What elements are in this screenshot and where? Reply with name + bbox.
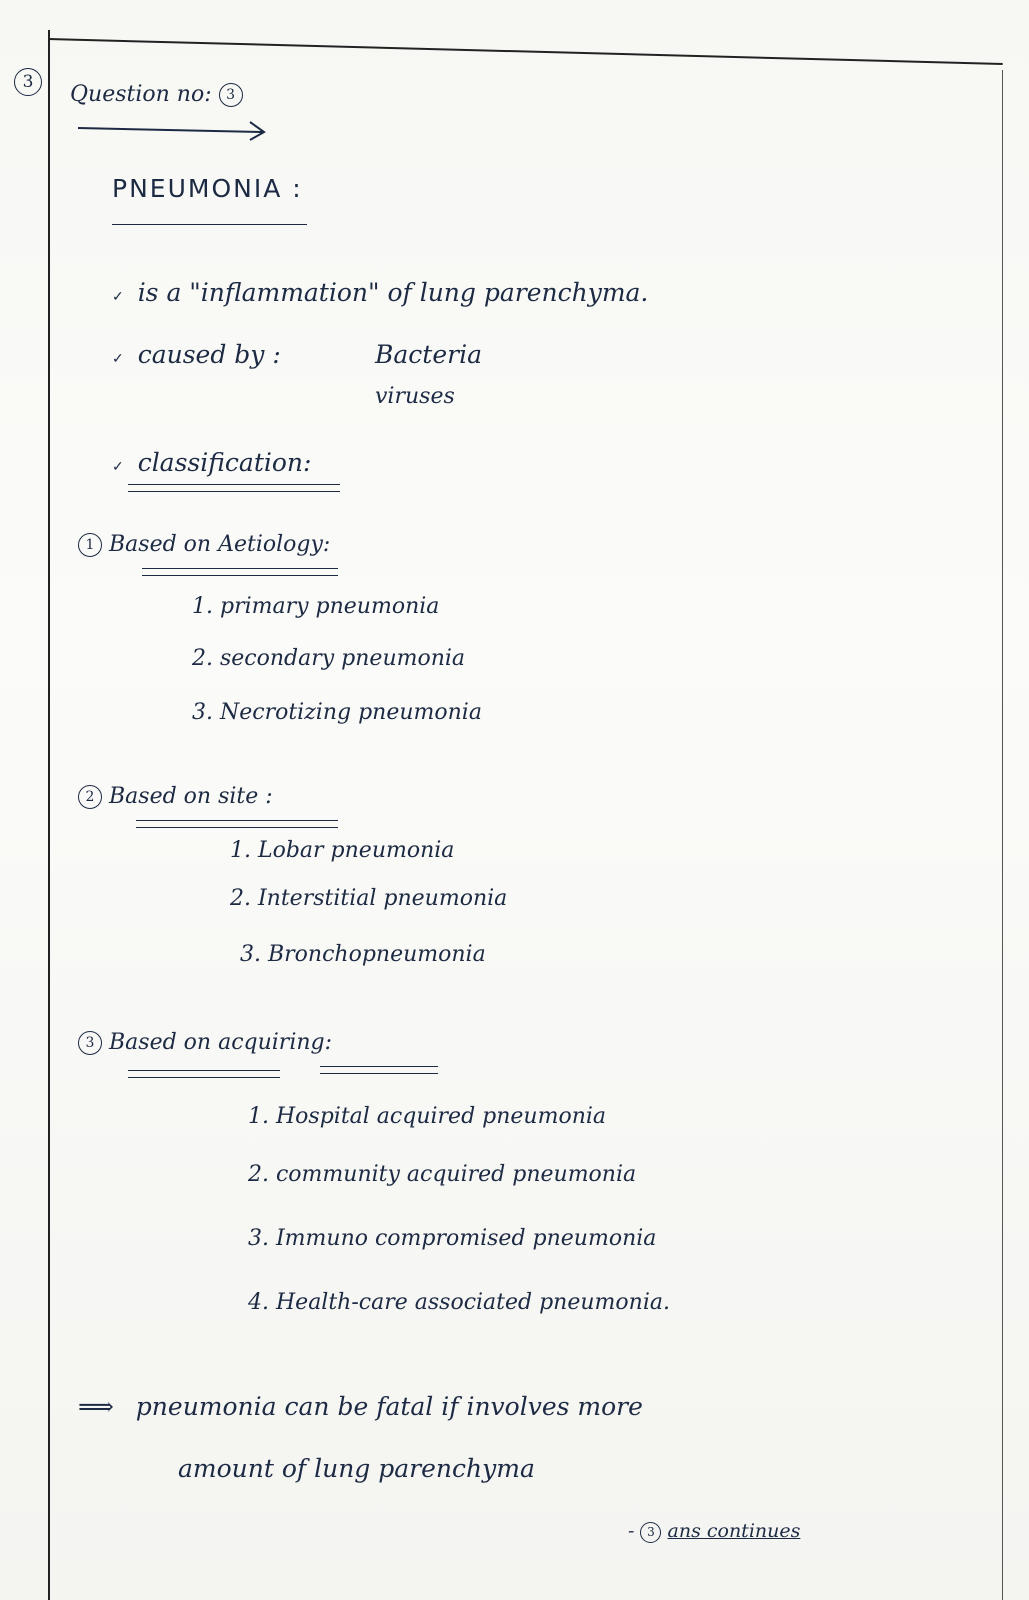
question-number: 3 bbox=[219, 83, 243, 107]
section-underline bbox=[320, 1073, 438, 1074]
section-heading: 3 Based on acquiring: bbox=[78, 1030, 332, 1055]
list-item: 2. Interstitial pneumonia bbox=[230, 886, 508, 911]
check-icon: ✓ bbox=[112, 351, 124, 367]
page-top-border bbox=[48, 38, 1003, 65]
check-icon: ✓ bbox=[112, 289, 124, 305]
list-item: 2. community acquired pneumonia bbox=[248, 1162, 637, 1187]
question-underline-arrow bbox=[76, 116, 276, 152]
classification-underline bbox=[128, 491, 340, 492]
check-icon: ✓ bbox=[112, 459, 124, 475]
section-underline bbox=[142, 575, 338, 576]
title-underline bbox=[112, 224, 307, 225]
page-left-margin-line bbox=[48, 30, 50, 1600]
caused-by-line: ✓ caused by : bbox=[112, 340, 281, 369]
section-underline bbox=[128, 1077, 280, 1078]
cause-item: viruses bbox=[375, 384, 455, 409]
section-underline bbox=[320, 1066, 438, 1067]
list-item: 3. Necrotizing pneumonia bbox=[192, 700, 482, 725]
section-underline bbox=[142, 568, 338, 569]
page-right-border bbox=[1002, 70, 1003, 1600]
classification-line: ✓ classification: bbox=[112, 448, 312, 477]
section-underline bbox=[128, 1070, 280, 1071]
conclusion-line: amount of lung parenchyma bbox=[178, 1454, 535, 1483]
list-item: 2. secondary pneumonia bbox=[192, 646, 466, 671]
section-number: 1 bbox=[78, 533, 102, 557]
list-item: 3. Immuno compromised pneumonia bbox=[248, 1226, 657, 1251]
page-number-marker: 3 bbox=[14, 68, 42, 96]
section-heading: 2 Based on site : bbox=[78, 784, 273, 809]
section-underline bbox=[136, 820, 338, 821]
section-heading: 1 Based on Aetiology: bbox=[78, 532, 330, 557]
cause-item: Bacteria bbox=[375, 340, 482, 369]
continuation-note: - 3 ans continues bbox=[628, 1520, 801, 1542]
question-heading bbox=[70, 82, 243, 107]
conclusion-line: ⟹ pneumonia can be fatal if involves more bbox=[78, 1392, 643, 1421]
classification-underline bbox=[128, 484, 340, 485]
section-number: 2 bbox=[78, 785, 102, 809]
page-title: PNEUMONIA : bbox=[112, 174, 303, 203]
definition-line: ✓ is a "inflammation" of lung parenchyma. bbox=[112, 278, 649, 307]
footer-number: 3 bbox=[640, 1522, 661, 1543]
list-item: 1. primary pneumonia bbox=[192, 594, 440, 619]
arrow-icon bbox=[76, 116, 276, 146]
question-label: Question no: bbox=[70, 82, 212, 107]
implies-arrow-icon: ⟹ bbox=[78, 1392, 114, 1421]
section-number: 3 bbox=[78, 1031, 102, 1055]
list-item: 3. Bronchopneumonia bbox=[240, 942, 486, 967]
section-underline bbox=[136, 827, 338, 828]
list-item: 1. Lobar pneumonia bbox=[230, 838, 455, 863]
list-item: 4. Health-care associated pneumonia. bbox=[248, 1290, 670, 1315]
list-item: 1. Hospital acquired pneumonia bbox=[248, 1104, 607, 1129]
